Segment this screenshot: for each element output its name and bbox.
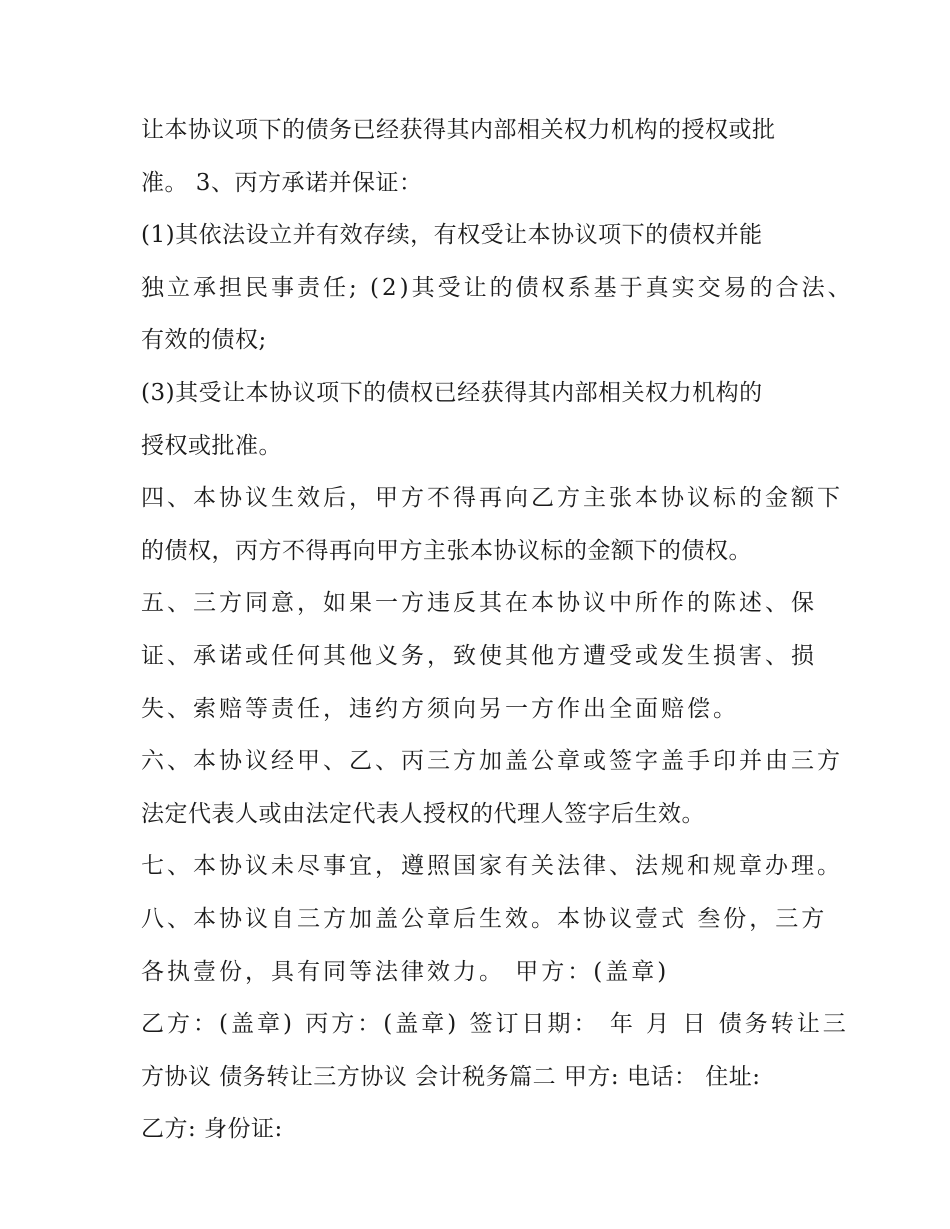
text-line: 各执壹份，具有同等法律效力。 甲方：(盖章) [141,958,670,985]
text-line: 乙方：(盖章) 丙方：(盖章) 签订日期： 年 月 日 债务转让三 [141,1011,849,1038]
text-line: 有效的债权; [141,327,267,354]
text-line: 独立承担民事责任; (2)其受让的债权系基于真实交易的合法、 [141,274,854,301]
text-line: 让本协议项下的债务已经获得其内部相关权力机构的授权或批 [141,117,776,143]
text-line: 六、本协议经甲、乙、丙三方加盖公章或签字盖手印并由三方 [141,748,843,775]
text-line: 准。 3、丙方承诺并保证： [141,169,423,196]
text-line: 证、承诺或任何其他义务，致使其他方遭受或发生损害、损 [141,642,817,669]
text-line: (3)其受让本协议项下的债权已经获得其内部相关权力机构的 [141,379,763,406]
text-line: 法定代表人或由法定代表人授权的代理人签字后生效。 [141,800,705,827]
text-line: 失、索赔等责任，违约方须向另一方作出全面赔偿。 [141,695,739,722]
text-line: (1)其依法设立并有效存续，有权受让本协议项下的债权并能 [141,222,763,249]
text-line: 四、本协议生效后，甲方不得再向乙方主张本协议标的金额下 [141,485,843,512]
text-line: 方协议 债务转让三方协议 会计税务篇二 甲方: 电话： 住址: [141,1063,761,1090]
text-line: 的债权，丙方不得再向甲方主张本协议标的金额下的债权。 [141,537,752,564]
text-line: 五、三方同意，如果一方违反其在本协议中所作的陈述、保 [141,590,817,617]
document-body [141,104,854,1156]
text-line: 八、本协议自三方加盖公章后生效。本协议壹式 叁份，三方 [141,905,828,932]
text-line: 七、本协议未尽事宜，遵照国家有关法律、法规和规章办理。 [141,853,843,880]
text-line: 授权或批准。 [141,432,282,459]
text-line: 乙方: 身份证: [141,1116,283,1143]
